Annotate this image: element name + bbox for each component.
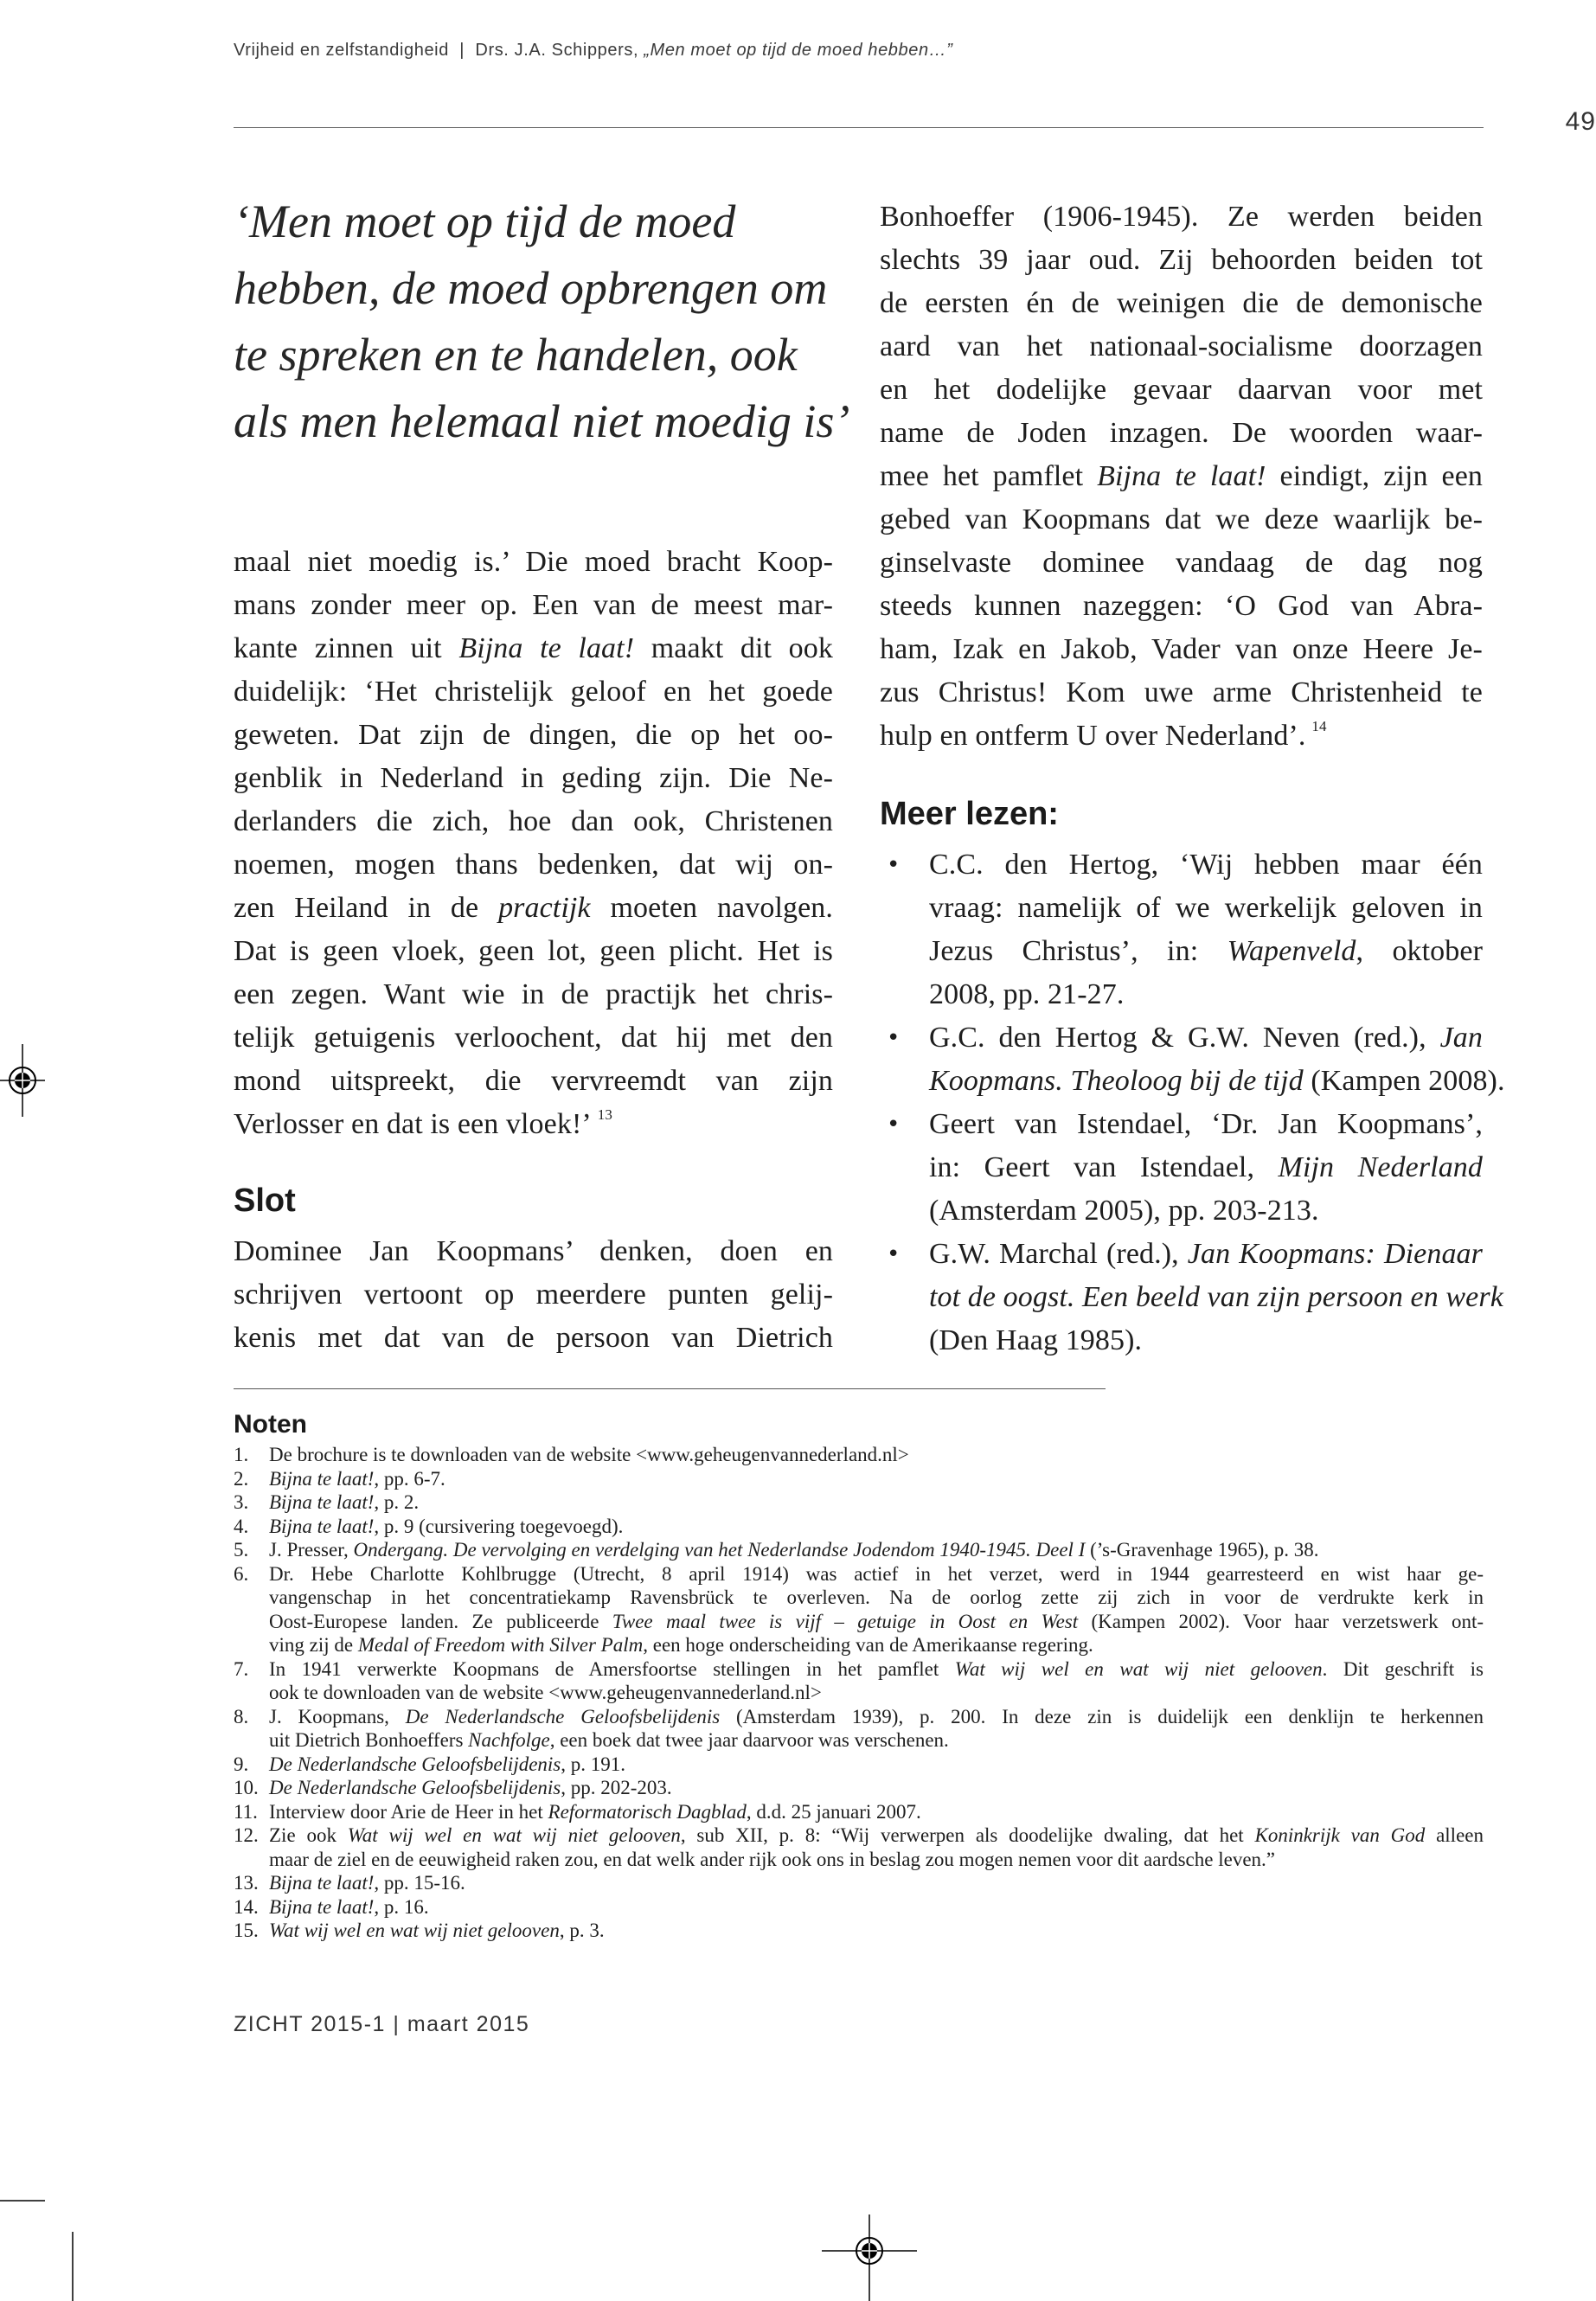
page-number: 49 xyxy=(1565,107,1596,136)
text-line: Dat is geen vloek, geen lot, geen plicht. Het is xyxy=(234,935,833,967)
text-line: maal niet moedig is.’ Die moed bracht Koop- xyxy=(234,546,833,578)
emphasis: practijk xyxy=(498,892,591,924)
reading-list-item: • G.W. Marchal (red.), Jan Koopmans: Dienaar tot de oogst. Een beeld van zijn persoon en werk (Den Haag 1985). xyxy=(880,1233,1483,1362)
text-line: en het dodelijke gevaar daarvan voor met xyxy=(880,374,1483,406)
notes-rule xyxy=(234,1388,1106,1389)
text-line: geweten. Dat zijn de dingen, die op het oo- xyxy=(234,719,833,751)
text-line: de eersten én de weinigen die de demonische xyxy=(880,287,1483,319)
footnote-line: Bijna te laat!, pp. 15-16. xyxy=(269,1872,465,1894)
notes-list xyxy=(234,1443,1484,1943)
footnote-line: Bijna te laat!, p. 2. xyxy=(269,1491,420,1513)
right-column-text xyxy=(880,195,1483,758)
pull-quote-line: als men helemaal niet moedig is’ xyxy=(234,395,850,447)
footnote xyxy=(234,1753,1484,1777)
footnote-line: Zie ook Wat wij wel en wat wij niet gelooven, sub XII, p. 8: “Wij verwerpen als doodelijke dwaling, dat het Koninkrijk van God alleen xyxy=(269,1824,1484,1846)
footnote xyxy=(234,1657,1484,1705)
footnote-number: 6. xyxy=(234,1562,249,1585)
footnote xyxy=(234,1490,1484,1515)
footnote-line: Wat wij wel en wat wij niet gelooven, p. 3. xyxy=(269,1920,605,1941)
pull-quote-line: ‘Men moet op tijd de moed xyxy=(234,195,736,247)
reading-list xyxy=(880,843,1505,1362)
footnote-line: uit Dietrich Bonhoeffers Nachfolge, een boek dat twee jaar daarvoor was verschenen. xyxy=(269,1729,949,1751)
text-line: zen Heiland in de practijk moeten navolgen. xyxy=(234,892,833,924)
running-header xyxy=(234,41,953,61)
footnote xyxy=(234,1538,1484,1562)
text-line: telijk getuigenis verloochent, dat hij met den xyxy=(234,1022,833,1054)
text-line: noemen, mogen thans bedenken, dat wij on- xyxy=(234,849,833,881)
footnote-ref[interactable]: 14 xyxy=(1311,718,1327,734)
text-line: kante zinnen uit Bijna te laat! maakt dit ook xyxy=(234,632,833,664)
footnote xyxy=(234,1895,1484,1920)
text-line: hulp en ontferm U over Nederland’. $^{14}$ xyxy=(880,718,1327,752)
text-line: Verlosser en dat is een vloek!’ $^{13}$ xyxy=(234,1106,612,1140)
footnote xyxy=(234,1800,1484,1824)
footnote-number: 2. xyxy=(234,1467,249,1490)
book-title: Jan Koopmans: Dienaar xyxy=(1187,1238,1483,1270)
footnote-line: Bijna te laat!, p. 9 (cursivering toegevoegd). xyxy=(269,1515,624,1537)
running-title: Vrijheid en zelfstandigheid xyxy=(234,41,449,60)
footnote-number: 7. xyxy=(234,1657,249,1680)
footnote-number: 9. xyxy=(234,1753,249,1775)
footnote-ref[interactable]: 13 xyxy=(597,1106,612,1123)
section-heading-meer-lezen: Meer lezen: xyxy=(880,796,1059,832)
footnote-number: 3. xyxy=(234,1491,249,1513)
footnote-number: 15. xyxy=(234,1920,259,1941)
footnote-line: Oost-Europese landen. Ze publiceerde Twee maal twee is vijf – getuige in Oost en West (Kampen 2002). Voor haar verzetswerk ont- xyxy=(269,1610,1484,1632)
footnote-number: 8. xyxy=(234,1705,249,1727)
footnote xyxy=(234,1562,1484,1657)
bullet-icon: • xyxy=(887,1025,901,1051)
footnote-line: De Nederlandsche Geloofsbelijdenis, p. 191. xyxy=(269,1753,626,1775)
footnote-line: De Nederlandsche Geloofsbelijdenis, pp. 202-203. xyxy=(269,1777,672,1798)
text-line: derlanders die zich, hoe dan ook, Christenen xyxy=(234,805,833,837)
reading-list-item: • C.C. den Hertog, ‘Wij hebben maar één vraag: namelijk of we werkelijk geloven in Jezus Christus’, in: Wapenveld, oktober 2008, pp. 21-27. xyxy=(880,843,1483,1016)
text-line: ginselvaste dominee vandaag de dag nog xyxy=(880,547,1483,579)
text-line: schrijven vertoont op meerdere punten gelij- xyxy=(234,1279,833,1311)
footnote-line: J. Presser, Ondergang. De vervolging en verdelging van het Nederlandse Jodendom 1940-1945. Deel I (’s-Gravenhage 1965), p. 38. xyxy=(269,1539,1319,1561)
footnote-number: 10. xyxy=(234,1777,259,1798)
footnote-line: ving zij de Medal of Freedom with Silver Palm, een hoge onderscheiding van de Amerikaanse regering. xyxy=(269,1634,1093,1656)
reading-list-item: • Geert van Istendael, ‘Dr. Jan Koopmans’, in: Geert van Istendael, Mijn Nederland (Amsterdam 2005), pp. 203-213. xyxy=(880,1103,1483,1233)
footnote-number: 5. xyxy=(234,1539,249,1561)
footnote-line: vangenschap in het concentratiekamp Ravensbrück te overleven. Na de oorlog zette zij zich in voor de verdrukte kerk in xyxy=(269,1586,1484,1608)
footnote xyxy=(234,1443,1484,1467)
bullet-icon: • xyxy=(887,1112,901,1138)
footnote-number: 14. xyxy=(234,1895,259,1918)
footnote-line: Interview door Arie de Heer in het Reformatorisch Dagblad, d.d. 25 januari 2007. xyxy=(269,1800,921,1823)
bullet-icon: • xyxy=(887,1241,901,1267)
registration-mark-icon xyxy=(0,1041,45,1120)
book-title: Koopmans. Theoloog bij de tijd xyxy=(929,1065,1304,1097)
footnote-line: In 1941 verwerkte Koopmans de Amersfoortse stellingen in het pamflet Wat wij wel en wat wij niet gelooven. Dit geschrift is xyxy=(269,1657,1484,1680)
text-line: gebed van Koopmans dat we deze waarlijk be- xyxy=(880,503,1483,535)
footer: ZICHT 2015-1 | maart 2015 xyxy=(234,2012,530,2036)
text-line: kenis met dat van de persoon van Dietrich xyxy=(234,1322,833,1354)
book-title: Bijna te laat! xyxy=(1097,460,1266,492)
footnote xyxy=(234,1705,1484,1753)
notes-heading: Noten xyxy=(234,1410,307,1439)
book-title: Mijn Nederland xyxy=(1278,1151,1484,1183)
header-author: Drs. J.A. Schippers, xyxy=(475,41,639,60)
reading-list-item: • G.C. den Hertog & G.W. Neven (red.), Jan Koopmans. Theoloog bij de tijd (Kampen 2008). xyxy=(880,1016,1483,1103)
pull-quote xyxy=(234,189,856,455)
text-line: genblik in Nederland in geding zijn. Die Ne- xyxy=(234,762,833,794)
footnote-line: J. Koopmans, De Nederlandsche Geloofsbelijdenis (Amsterdam 1939), p. 200. In deze zin is duidelijk een denklijn te herkennen xyxy=(269,1705,1484,1727)
footnote-line: maar de ziel en de eeuwigheid raken zou, en dat welk ander rijk ook ons in beslag zou mogen nemen voor dit aardsche leven.” xyxy=(269,1848,1275,1870)
book-title: Bijna te laat! xyxy=(458,632,635,664)
text-line: mans zonder meer op. Een van de meest mar- xyxy=(234,589,833,621)
text-line: Dominee Jan Koopmans’ denken, doen en xyxy=(234,1235,833,1267)
footnote-number: 1. xyxy=(234,1444,249,1465)
footnote-line: Bijna te laat!, pp. 6-7. xyxy=(269,1467,445,1490)
text-line: mee het pamflet Bijna te laat! eindigt, zijn een xyxy=(880,460,1483,492)
footnote-number: 11. xyxy=(234,1800,258,1823)
text-line: een zegen. Want wie in de practijk het chris- xyxy=(234,978,833,1010)
crop-mark-icon xyxy=(0,2189,78,2301)
registration-mark-icon xyxy=(822,2214,917,2301)
text-line: slechts 39 jaar oud. Zij behoorden beiden tot xyxy=(880,244,1483,276)
footnote xyxy=(234,1823,1484,1871)
footnote-line: Dr. Hebe Charlotte Kohlbrugge (Utrecht, 8 april 1914) was actief in het verzet, werd in 1944 gearresteerd en wist haar ge- xyxy=(269,1562,1484,1585)
text-line: duidelijk: ‘Het christelijk geloof en het goede xyxy=(234,676,833,708)
header-rule xyxy=(234,127,1484,128)
pull-quote-line: te spreken en te handelen, ook xyxy=(234,329,798,381)
header-article-title: „Men moet op tijd de moed hebben…” xyxy=(644,41,953,60)
text-line: name de Joden inzagen. De woorden waar- xyxy=(880,417,1483,449)
pull-quote-line: hebben, de moed opbrengen om xyxy=(234,262,828,314)
footnote-number: 13. xyxy=(234,1872,259,1894)
footnote-line: ook te downloaden van de website <www.geheugenvannederland.nl> xyxy=(269,1682,822,1703)
footnote-line: De brochure is te downloaden van de website <www.geheugenvannederland.nl> xyxy=(269,1444,909,1465)
journal-title: Wapenveld xyxy=(1227,935,1356,967)
bullet-icon: • xyxy=(887,852,901,878)
text-line: steeds kunnen nazeggen: ‘O God van Abra- xyxy=(880,590,1483,622)
text-line: aard van het nationaal-socialisme doorzagen xyxy=(880,330,1483,362)
section-heading-slot: Slot xyxy=(234,1183,296,1219)
footnote-number: 12. xyxy=(234,1824,259,1846)
text-line: mond uitspreekt, die vervreemdt van zijn xyxy=(234,1065,833,1097)
footnote-line: Bijna te laat!, p. 16. xyxy=(269,1895,429,1918)
footnote xyxy=(234,1919,1484,1943)
footnote xyxy=(234,1515,1484,1539)
header-separator: | xyxy=(459,41,465,60)
text-line: zus Christus! Kom uwe arme Christenheid te xyxy=(880,676,1483,708)
slot-text xyxy=(234,1230,833,1360)
text-line: ham, Izak en Jakob, Vader van onze Heere Je- xyxy=(880,633,1483,665)
footnote-number: 4. xyxy=(234,1515,249,1537)
left-column-text xyxy=(234,541,833,1146)
footnote xyxy=(234,1776,1484,1800)
footnote xyxy=(234,1871,1484,1895)
text-line: Bonhoeffer (1906-1945). Ze werden beiden xyxy=(880,201,1483,233)
footnote xyxy=(234,1467,1484,1491)
